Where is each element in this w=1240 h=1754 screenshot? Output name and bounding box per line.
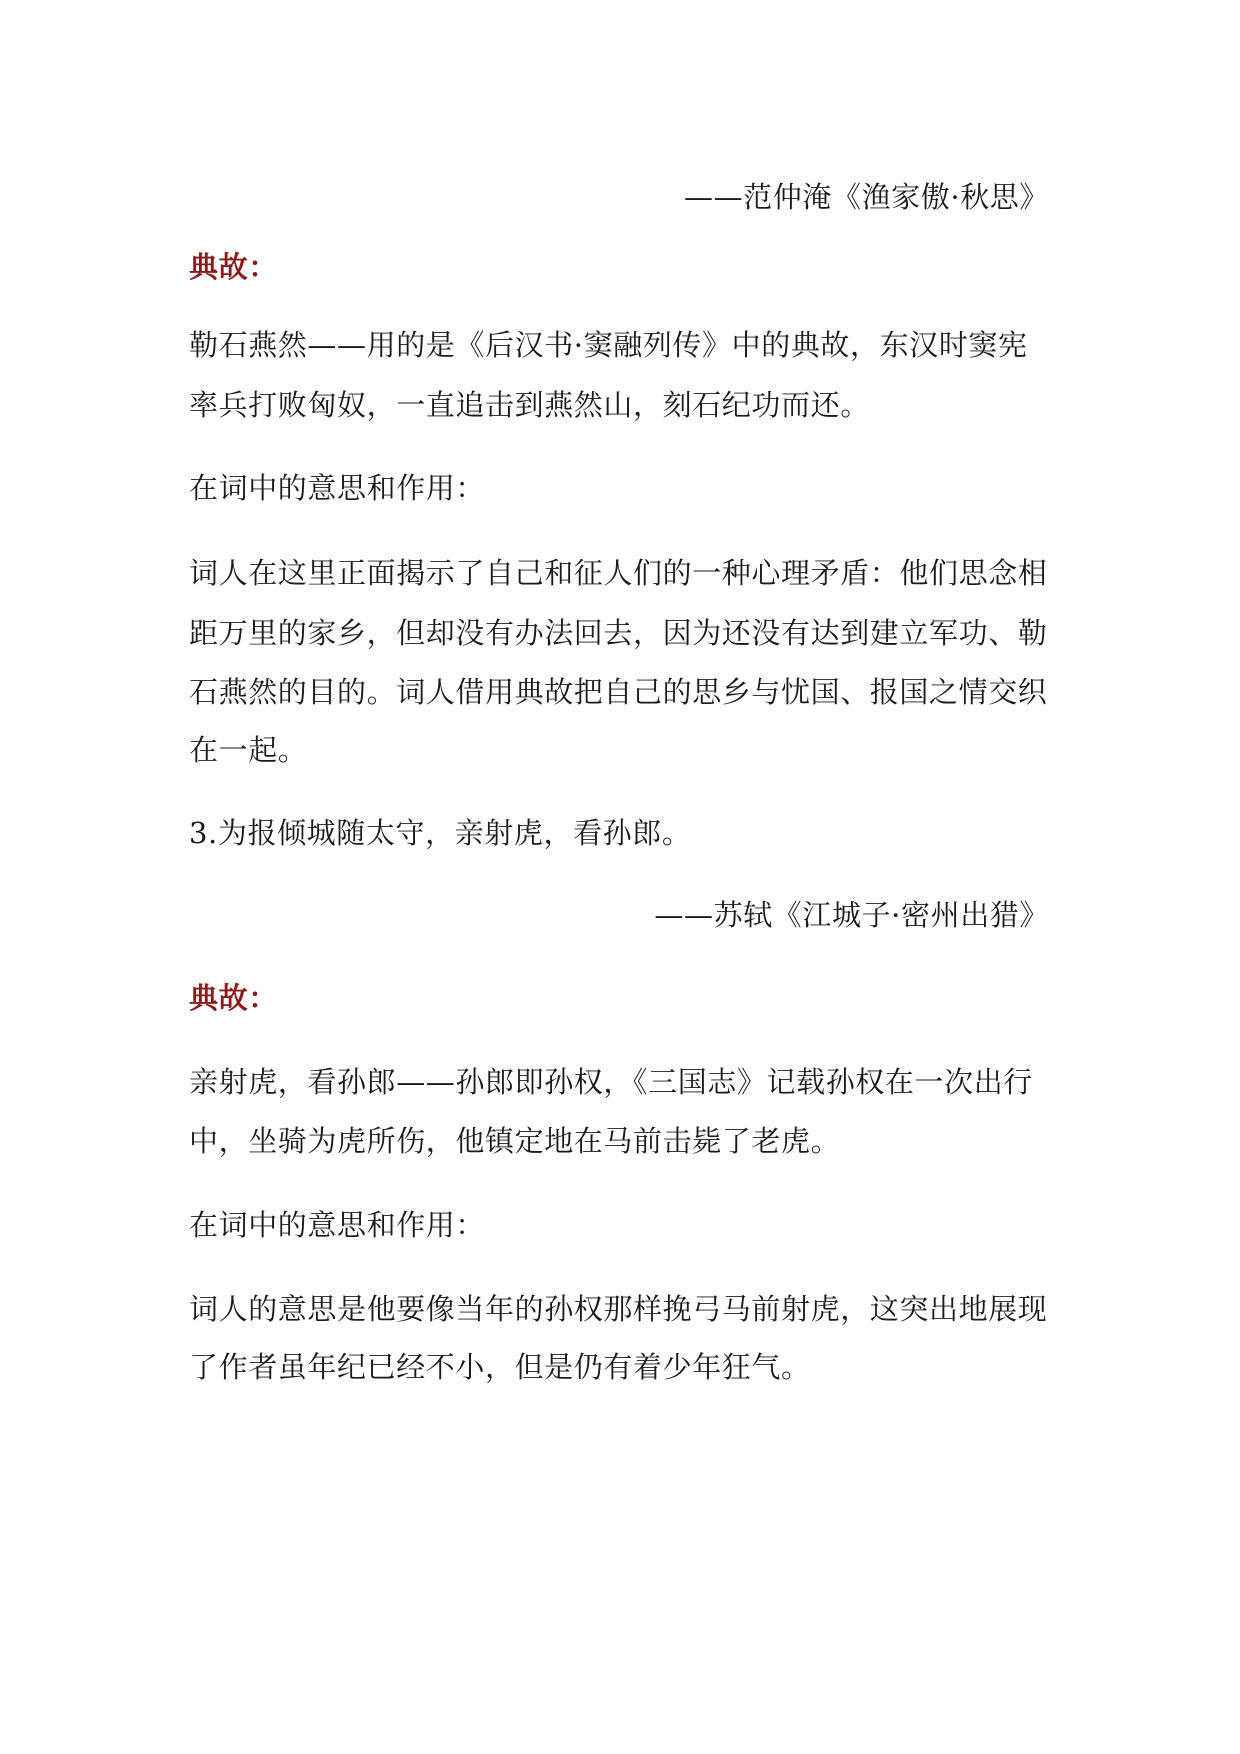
quote-line-3: 3.为报倾城随太守，亲射虎，看孙郎。 [189,816,692,850]
meaning-text-line: 了作者虽年纪已经不小，但是仍有着少年狂气。 [189,1350,811,1384]
allusion-text-line: 中，坐骑为虎所伤，他镇定地在马前击毙了老虎。 [189,1124,841,1158]
section-heading-allusion: 典故： [189,250,278,284]
meaning-text-line: 词人的意思是他要像当年的孙权那样挽弓马前射虎，这突出地展现 [189,1292,1048,1326]
meaning-label: 在词中的意思和作用： [189,1208,486,1242]
attribution-su-shi: ——苏轼《江城子·密州出猎》 [654,898,1049,932]
allusion-text-line: 勒石燕然——用的是《后汉书·窦融列传》中的典故，东汉时窦宪 [189,328,1028,362]
meaning-text-line: 石燕然的目的。词人借用典故把自己的思乡与忧国、报国之情交织 [189,675,1048,709]
section-heading-allusion: 典故： [189,981,278,1015]
meaning-text-line: 距万里的家乡，但却没有办法回去，因为还没有达到建立军功、勒 [189,616,1048,650]
meaning-label: 在词中的意思和作用： [189,471,486,505]
allusion-text-line: 亲射虎，看孙郎——孙郎即孙权，《三国志》记载孙权在一次出行 [189,1065,1033,1099]
meaning-text-line: 在一起。 [189,733,308,767]
meaning-text-line: 词人在这里正面揭示了自己和征人们的一种心理矛盾：他们思念相 [189,556,1048,590]
allusion-text-line: 率兵打败匈奴，一直追击到燕然山，刻石纪功而还。 [189,388,870,422]
attribution-fan-zhongyan: ——范仲淹《渔家傲·秋思》 [683,180,1049,214]
